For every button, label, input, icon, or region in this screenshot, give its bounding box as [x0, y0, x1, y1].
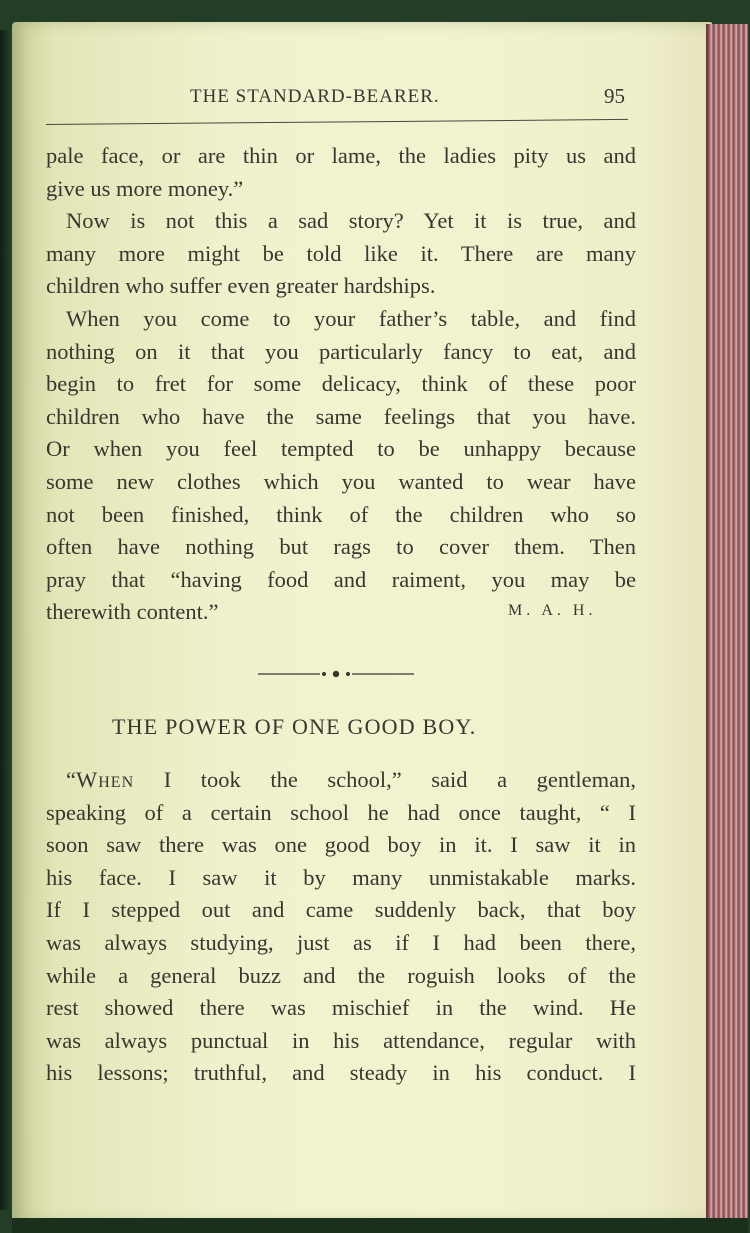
text-line: give us more money.” [46, 175, 244, 201]
text-fragment: I took the school,” said a gentleman, [134, 767, 636, 792]
text-line: his face. I saw it by many unmistakable marks. [46, 864, 636, 890]
page-block-edges [706, 24, 748, 1222]
text-line: begin to fret for some delicacy, think of these poor [46, 371, 636, 397]
text-line: was always studying, just as if I had been there, [46, 929, 636, 955]
text-line: soon saw there was one good boy in it. I saw it in [46, 832, 636, 858]
text-line: speaking of a certain school he had once taught, “ I [46, 799, 636, 825]
text-line [46, 764, 636, 797]
text-line: not been finished, think of the children who so [46, 501, 636, 527]
text-line: Now is not this a sad story? Yet it is true, and [66, 208, 636, 234]
text-line: When you come to your father’s table, and find [66, 305, 636, 331]
text-line: his lessons; truthful, and steady in his conduct. I [46, 1060, 636, 1086]
text-line: while a general buzz and the roguish looks of the [46, 962, 636, 988]
page-number: 95 [604, 84, 625, 108]
section-divider-ornament [258, 668, 414, 680]
running-head: THE STANDARD-BEARER. [190, 86, 440, 107]
body-text-part1 [46, 140, 636, 629]
text-line: many more might be told like it. There are many [46, 240, 636, 266]
section-title: THE POWER OF ONE GOOD BOY. [112, 714, 477, 739]
text-line: If I stepped out and came suddenly back, that boy [46, 897, 636, 923]
text-line: pale face, or are thin or lame, the ladies pity us and [46, 143, 636, 168]
text-line: nothing on it that you particularly fancy to eat, and [46, 338, 636, 364]
text-line: pray that “having food and raiment, you may be [46, 566, 636, 592]
text-line: rest showed there was mischief in the wind. He [46, 995, 636, 1021]
text-line: Or when you feel tempted to be unhappy because [46, 436, 636, 462]
text-line: was always punctual in his attendance, regular with [46, 1027, 636, 1053]
text-line: children who suffer even greater hardships. [46, 273, 436, 299]
small-caps-word: When [76, 767, 135, 792]
text-line: children who have the same feelings that you have. [46, 403, 636, 429]
text-line: often have nothing but rags to cover them. Then [46, 534, 636, 560]
bottom-background [12, 1218, 748, 1233]
text-line: some new clothes which you wanted to wear have [46, 468, 636, 494]
text-line: therewith content.” [46, 599, 219, 625]
author-initials: M. A. H. [508, 602, 597, 619]
body-text-part2 [46, 764, 636, 1090]
open-quote: “ [66, 767, 76, 792]
